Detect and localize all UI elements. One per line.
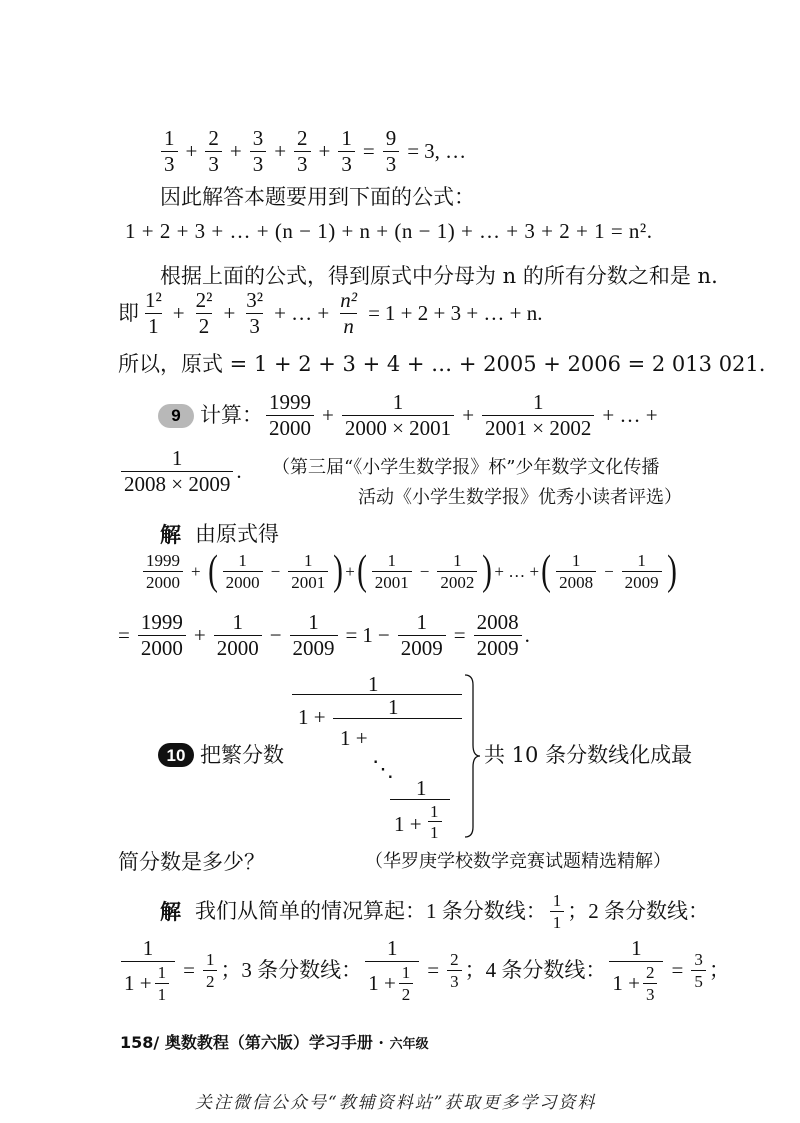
right-brace bbox=[463, 673, 483, 839]
page-footer: 158/ 奥数教程（第六版）学习手册 · 六年级 bbox=[120, 1033, 429, 1052]
watermark-text: 关注微信公众号“教辅资料站”获取更多学习资料 bbox=[195, 1093, 597, 1113]
grade-label: 六年级 bbox=[389, 1037, 429, 1052]
problem-10-badge: 10 bbox=[158, 743, 194, 767]
squared-fraction-sum: 即 1² 1 + $\frac{\text{2²}}{2}$ + $\frac{\text{3²}}{3}$ + … + $\frac{\text{n²}}{n}$ = 1 + 2 + 3 + … + n. bbox=[118, 288, 543, 338]
problem-9-source-line2: 活动《小学生数学报》优秀小读者评选） bbox=[358, 487, 682, 508]
sum-formula: 1 + 2 + 3 + … + (n − 1) + n + (n − 1) + … + 3 + 2 + 1 = n². bbox=[125, 219, 653, 243]
problem-9-statement: 9 计算： 1999 2000 + $\frac{1}{2000 \times 2001}$ + $\frac{1}{2001 \times 2002}$ + … + bbox=[158, 392, 663, 439]
problem-10-continuation: 简分数是多少？ bbox=[118, 850, 265, 874]
original-expression-result: 所以，原式 = 1 + 2 + 3 + 4 + … + 2005 + 2006 = 2 013 021. bbox=[118, 352, 766, 376]
solution-9-expansion: 1999 2000 + ( 1 2000 − $\frac{1}{2001}$ ) + ( 1 2001 − $\frac{1}{2002}$ ) + … + ( 1 2008 − $\frac{1}{2009}$ ) bbox=[140, 550, 679, 592]
problem-10-source: （华罗庚学校数学竞赛试题精选精解） bbox=[365, 851, 671, 872]
formula-intro-text: 因此解答本题要用到下面的公式： bbox=[160, 185, 475, 209]
solution-9-simplified: = $\frac{1999}{2000}$ + $\frac{1}{2000}$ − $\frac{1}{2009}$ = 1 − $\frac{1}{2009}$ = $\frac{2008}{2009}$ . bbox=[118, 610, 530, 660]
problem-10-right-text: 共 10 条分数线化成最 bbox=[484, 743, 693, 767]
problem-10-label: 10 把繁分数 bbox=[158, 743, 284, 767]
solution-10-cases: 1 1 + $\frac{1}{1}$ = $\frac{1}{2}$ ；3 条分数线： 1 1 + $\frac{1}{2}$ = $\frac{2}{3}$ ；4 条分数线： 1 1 + $\frac{2}{3}$ = $\frac{3}{5}$ ； bbox=[118, 938, 730, 1003]
problem-9-badge: 9 bbox=[158, 404, 194, 428]
solution-10-intro: 解 我们从简单的情况算起：1 条分数线： 1 1 ；2 条分数线： bbox=[160, 891, 709, 932]
book-title: 奥数教程（第六版）学习手册 bbox=[164, 1033, 373, 1052]
intro-fraction-sum: 1 3 + $\frac{2}{3}$ + $\frac{3}{3}$ + $\frac{2}{3}$ + $\frac{1}{3}$ = $\frac{9}{3}$ = 3, … bbox=[158, 128, 466, 175]
problem-9-source-line1: （第三届“《小学生数学报》杯”少年数学文化传播 bbox=[272, 457, 660, 478]
problem-9-last-fraction: 1 2008 × 2009 . bbox=[118, 448, 242, 495]
page-number: 158/ bbox=[120, 1033, 160, 1052]
solution-9-intro: 解 由原式得 bbox=[160, 522, 279, 547]
formula-conclusion-text: 根据上面的公式，得到原式中分母为 n 的所有分数之和是 n. bbox=[160, 264, 718, 288]
